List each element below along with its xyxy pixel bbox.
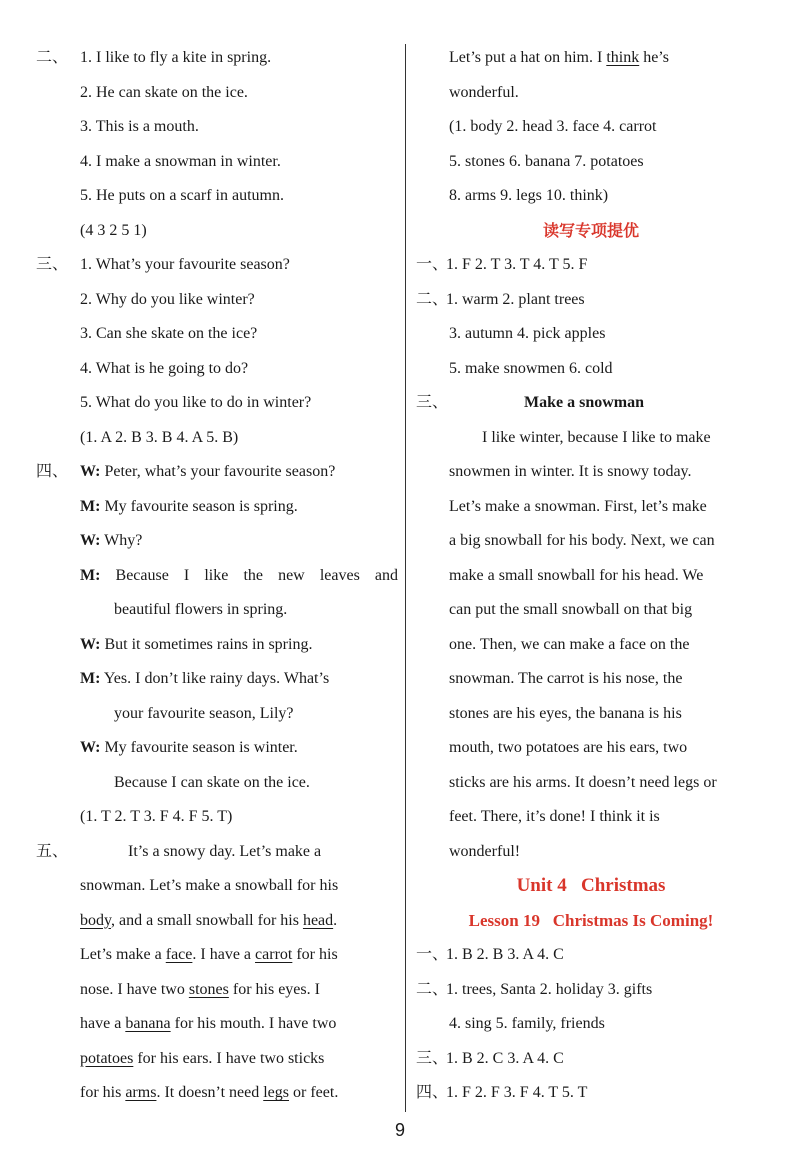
dialog-line-6 <box>36 628 398 663</box>
section-2-item-3: 3. This is a mouth. <box>80 118 199 135</box>
answer-line-3: 8. arms 9. legs 10. think) <box>449 187 609 204</box>
speaker: M: <box>80 566 101 584</box>
passage-text: It’s a snowy day. Let’s make a <box>128 842 322 860</box>
speaker: W: <box>80 463 101 480</box>
section-3-item-5: 5. What do you like to do in winter? <box>80 394 312 411</box>
passage-text: for his ears. I have two sticks <box>133 1049 325 1067</box>
section-marker: 四、 <box>416 1084 449 1101</box>
lesson-section-3 <box>416 1042 766 1077</box>
section-marker: 三、 <box>36 256 69 273</box>
passage-text: nose. I have two <box>80 980 189 998</box>
passage-text: have a <box>80 1015 126 1032</box>
essay-line-12: feet. There, it’s done! I think it is <box>449 808 660 825</box>
essay-line-4: a big snowball for his body. Next, we can <box>449 532 715 549</box>
section-marker: 五、 <box>36 842 69 860</box>
section-5-line-2: snowman. Let’s make a snowball for his <box>80 877 339 894</box>
item-text: 1. I like to fly a kite in spring. <box>80 49 272 66</box>
answer-text: 1. F 2. T 3. T 4. T 5. F <box>446 256 588 273</box>
right-column <box>416 41 766 1111</box>
dialog-text: My favourite season is spring. <box>104 497 298 515</box>
lesson-section-2-line-2: 4. sing 5. family, friends <box>449 1015 605 1032</box>
rw-section-1 <box>416 248 766 283</box>
column-divider <box>405 44 406 1112</box>
dialog-text: Yes. I don’t like rainy days. What’s <box>103 670 330 687</box>
passage-text: for his eyes. I <box>228 980 320 998</box>
page-number: 9 <box>394 1120 405 1140</box>
passage-text: Let’s make a <box>80 946 166 963</box>
left-column <box>36 41 398 1111</box>
passage-text: he’s <box>639 49 669 66</box>
section-marker: 三、 <box>416 394 449 411</box>
section-2-item-5: 5. He puts on a scarf in autumn. <box>80 187 284 204</box>
dialog-text: Peter, what’s your favourite season? <box>104 463 336 480</box>
passage-text: . I have a <box>192 946 256 963</box>
answer-text: 1. warm 2. plant trees <box>446 290 585 308</box>
essay-line-2: snowmen in winter. It is snowy today. <box>449 463 692 480</box>
blank-answer: banana <box>125 1015 171 1032</box>
section-marker: 一、 <box>416 946 449 963</box>
section-3-item-1 <box>36 248 398 283</box>
blank-answer: arms <box>125 1084 157 1101</box>
section-marker: 三、 <box>416 1049 449 1067</box>
speaker: M: <box>80 497 101 515</box>
dialog-text: My favourite season is winter. <box>104 739 298 756</box>
dialog-line-1 <box>36 455 398 490</box>
blank-answer: body <box>80 911 111 929</box>
section-2-item-4: 4. I make a snowman in winter. <box>80 152 281 170</box>
answer-text: 1. F 2. F 3. F 4. T 5. T <box>446 1084 588 1101</box>
continuation-line-2: wonderful. <box>449 83 519 101</box>
section-marker: 二、 <box>416 290 449 308</box>
section-5-line-8 <box>36 1076 398 1111</box>
dialog-line-5: beautiful flowers in spring. <box>114 601 288 618</box>
essay-line-8: snowman. The carrot is his nose, the <box>449 670 683 687</box>
dialog-line-9 <box>36 731 398 766</box>
passage-text: Let’s put a hat on him. I <box>449 49 607 66</box>
item-text: 1. What’s your favourite season? <box>80 256 290 273</box>
blank-answer: legs <box>263 1084 290 1101</box>
section-marker: 一、 <box>416 256 449 273</box>
essay-line-7: one. Then, we can make a face on the <box>449 635 690 653</box>
section-5-line-4 <box>36 938 398 973</box>
section-3-item-4: 4. What is he going to do? <box>80 359 249 377</box>
blank-answer: head <box>302 911 334 929</box>
answer-text: 1. trees, Santa 2. holiday 3. gifts <box>446 980 653 998</box>
essay-line-11: sticks are his arms. It doesn’t need legs or <box>449 773 717 791</box>
speaker: W: <box>80 635 101 653</box>
section-marker: 二、 <box>416 980 449 998</box>
section-3-item-2: 2. Why do you like winter? <box>80 290 255 308</box>
essay-line-1: I like winter, because I like to make <box>482 428 711 446</box>
blank-answer: carrot <box>255 946 293 963</box>
passage-text: . <box>333 911 338 929</box>
section-4-answer: (1. T 2. T 3. F 4. F 5. T) <box>80 808 233 825</box>
continuation-line-1 <box>416 41 766 76</box>
dialog-line-4 <box>36 559 398 594</box>
section-5-line-6 <box>36 1007 398 1042</box>
passage-text: or feet. <box>289 1084 339 1101</box>
answer-text: 1. B 2. B 3. A 4. C <box>446 946 564 963</box>
blank-answer: face <box>165 946 193 963</box>
rw-section-2-line-3: 5. make snowmen 6. cold <box>449 359 613 377</box>
lesson-section-4 <box>416 1076 766 1111</box>
passage-text: . It doesn’t need <box>156 1084 264 1101</box>
reading-writing-heading: 读写专项提优 <box>542 220 639 240</box>
lesson-section-2-line-1 <box>416 973 766 1008</box>
passage-text: , and a small snowball for his <box>110 911 303 929</box>
dialog-text: But it sometimes rains in spring. <box>104 635 313 653</box>
dialog-line-2 <box>36 490 398 525</box>
section-3-answer: (1. A 2. B 3. B 4. A 5. B) <box>80 428 239 446</box>
answer-text: 1. B 2. C 3. A 4. C <box>446 1049 564 1067</box>
section-2-item-1 <box>36 41 398 76</box>
passage-text: for his <box>292 946 338 963</box>
speaker: W: <box>80 532 101 549</box>
dialog-text: Because I like the new leaves and <box>115 566 398 584</box>
section-3-item-3: 3. Can she skate on the ice? <box>80 325 258 342</box>
passage-text: for his <box>80 1084 126 1101</box>
lesson-section-1 <box>416 938 766 973</box>
blank-answer: potatoes <box>80 1049 134 1067</box>
section-2-item-2: 2. He can skate on the ice. <box>80 83 248 101</box>
section-marker: 二、 <box>36 49 69 66</box>
unit-title: Unit 4 Christmas <box>516 875 666 896</box>
essay-line-10: mouth, two potatoes are his ears, two <box>449 739 688 756</box>
answer-line-1: (1. body 2. head 3. face 4. carrot <box>449 118 657 135</box>
section-2-answer: (4 3 2 5 1) <box>80 221 147 239</box>
blank-answer: stones <box>188 980 229 998</box>
dialog-text: Why? <box>104 532 143 549</box>
dialog-line-3 <box>36 524 398 559</box>
section-5-line-5 <box>36 973 398 1008</box>
essay-line-3: Let’s make a snowman. First, let’s make <box>449 497 707 515</box>
rw-section-2-line-1 <box>416 283 766 318</box>
essay-line-9: stones are his eyes, the banana is his <box>449 704 682 722</box>
essay-line-5: make a small snowball for his head. We <box>449 566 704 584</box>
essay-line-13: wonderful! <box>449 842 521 860</box>
section-marker: 四、 <box>36 463 69 480</box>
answer-line-2: 5. stones 6. banana 7. potatoes <box>449 152 644 170</box>
rw-section-2-line-2: 3. autumn 4. pick apples <box>449 325 606 342</box>
passage-text: for his mouth. I have two <box>170 1015 337 1032</box>
section-5-line-7 <box>36 1042 398 1077</box>
essay-line-6: can put the small snowball on that big <box>449 601 693 618</box>
section-5-line-3 <box>36 904 398 939</box>
rw-section-3-title <box>416 386 766 421</box>
blank-answer: think <box>606 49 640 66</box>
section-5-line-1 <box>36 835 398 870</box>
speaker: M: <box>80 670 101 687</box>
essay-title: Make a snowman <box>524 394 645 411</box>
dialog-line-8: your favourite season, Lily? <box>114 704 294 722</box>
dialog-line-10: Because I can skate on the ice. <box>114 773 310 791</box>
dialog-line-7 <box>36 662 398 697</box>
speaker: W: <box>80 739 101 756</box>
lesson-title: Lesson 19 Christmas Is Coming! <box>468 910 714 930</box>
